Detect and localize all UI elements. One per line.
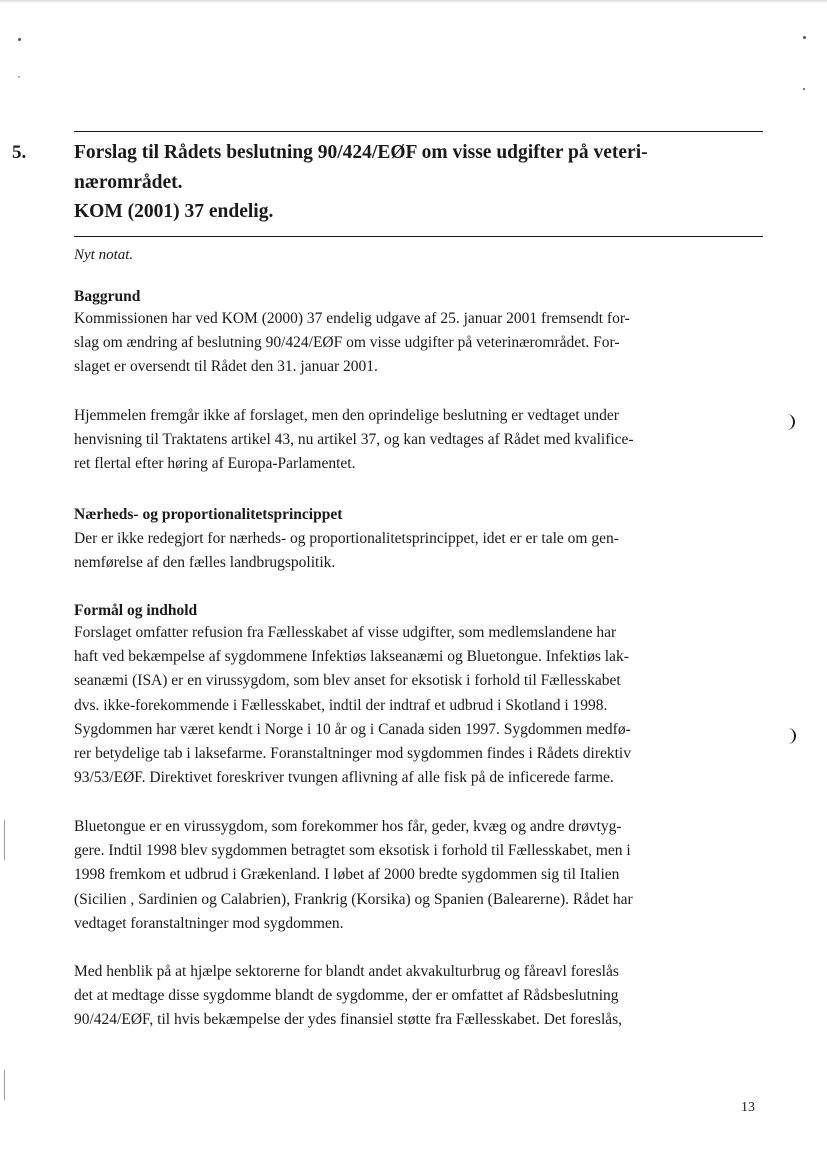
text-line: 90/424/EØF, til hvis bekæmpelse der ydes finansiel støtte fra Fællesskabet. Det foreslås, [74,1011,623,1029]
heading-line: Forslag til Rådets beslutning 90/424/EØF om visse udgifter på veteri- [74,142,648,163]
text-line: haft ved bekæmpelse af sygdommene Infektiøs lakseanæmi og Bluetongue. Infektiøs lak- [74,648,629,666]
text-line: Forslaget omfatter refusion fra Fællesskabet af visse udgifter, som medlemslandene har [74,624,617,641]
section-title-subsidiarity: Nærheds- og proportionalitetsprincippet [74,506,343,523]
section-title-purpose: Formål og indhold [74,602,198,619]
paragraph [74,307,774,380]
paragraph [74,404,774,477]
paragraph [74,527,774,575]
text-line: nemførelse af den fælles landbrugspolitik. [74,554,336,572]
heading-rule-bottom [74,236,763,237]
text-line: det at medtage disse sygdomme blandt de sygdomme, der er omfattet af Rådsbeslutning [74,987,619,1005]
text-line: ret flertal efter høring af Europa-Parlamentet. [74,455,356,473]
scan-margin-mark [4,820,5,860]
scan-speck [18,38,21,41]
paragraph [74,815,774,936]
section-title-baggrund: Baggrund [74,288,141,305]
text-line: rer betydelige tab i laksefarme. Foranstaltninger mod sygdommen findes i Rådets direktiv [74,745,631,763]
text-line: slaget er oversendt til Rådet den 31. januar 2001. [74,358,378,376]
text-line: (Sicilien , Sardinien og Calabrien), Frankrig (Korsika) og Spanien (Balearerne). Rådet har [74,890,633,908]
text-line: Hjemmelen fremgår ikke af forslaget, men den oprindelige beslutning er vedtaget under [74,407,619,424]
margin-bracket-mark [785,414,795,430]
page-number: 13 [741,1100,755,1115]
scan-speck [803,88,805,90]
text-line: henvisning til Traktatens artikel 43, nu artikel 37, og kan vedtages af Rådet med kvalifice- [74,431,634,449]
text-line: Kommissionen har ved KOM (2000) 37 endelig udgave af 25. januar 2001 fremsendt for- [74,310,630,327]
text-line: Sygdommen har været kendt i Norge i 10 år og i Canada siden 1997. Sygdommen medfø- [74,720,631,738]
heading-rule-top [74,131,763,132]
paragraph [74,621,774,790]
paragraph [74,960,774,1033]
text-line: 93/53/EØF. Direktivet foreskriver tvungen aflivning af alle fisk på de inficerede farme. [74,769,614,787]
text-line: Der er ikke redegjort for nærheds- og proportionalitetsprincippet, idet er er tale om gen- [74,530,619,547]
item-number: 5. [12,142,27,163]
text-line: vedtaget foranstaltninger mod sygdommen. [74,914,344,932]
scan-margin-mark [4,1070,5,1100]
text-line: gere. Indtil 1998 blev sygdommen betragtet som eksotisk i forhold til Fællesskabet, men i [74,842,631,860]
item-heading [74,138,763,227]
text-line: slag om ændring af beslutning 90/424/EØF om visse udgifter på veterinærområdet. For- [74,334,620,352]
scan-speck [18,76,20,78]
note-label: Nyt notat. [74,247,134,263]
text-line: Med henblik på at hjælpe sektorerne for blandt andet akvakulturbrug og fåreavl foreslås [74,963,619,980]
text-line: 1998 fremkom et udbrud i Grækenland. I løbet af 2000 bredte sygdommen sig til Italien [74,866,620,884]
margin-bracket-mark [786,728,796,744]
text-line: seanæmi (ISA) er en virussygdom, som blev anset for eksotisk i forhold til Fællesskabet [74,672,621,690]
scan-speck [803,36,806,39]
text-line: dvs. ikke-forekommende i Fællesskabet, indtil der indtraf et udbrud i Skotland i 1998. [74,696,608,714]
heading-line: nærområdet. [74,171,183,193]
heading-line: KOM (2001) 37 endelig. [74,201,274,222]
text-line: Bluetongue er en virussygdom, som forekommer hos får, geder, kvæg og andre drøvtyg- [74,818,622,835]
scan-top-edge [0,0,827,3]
